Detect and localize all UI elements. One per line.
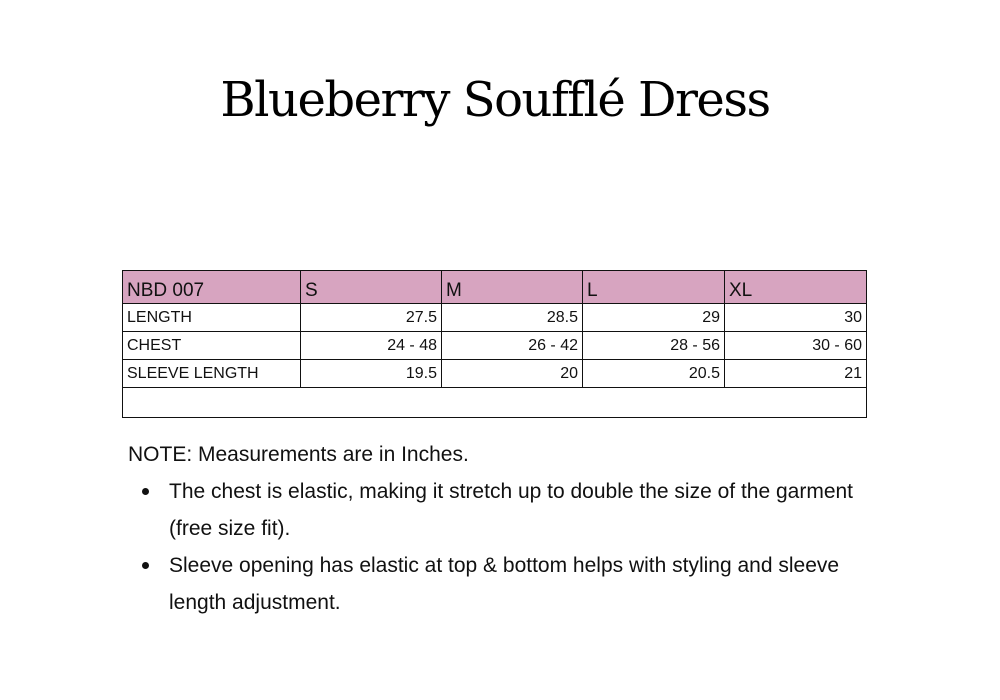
bullet-icon bbox=[142, 562, 149, 569]
table-cell: 24 - 48 bbox=[301, 332, 442, 360]
header-cell-product-code: NBD 007 bbox=[123, 271, 301, 304]
notes-list bbox=[128, 473, 888, 621]
header-cell-size-xl: XL bbox=[725, 271, 867, 304]
table-row-chest bbox=[123, 332, 867, 360]
size-chart-table bbox=[122, 270, 867, 418]
table-cell: 20 bbox=[442, 360, 583, 388]
table-cell: 30 bbox=[725, 304, 867, 332]
table-row-sleeve-length bbox=[123, 360, 867, 388]
list-item bbox=[169, 473, 888, 547]
table-cell: 21 bbox=[725, 360, 867, 388]
table-row-length bbox=[123, 304, 867, 332]
table-cell: 28.5 bbox=[442, 304, 583, 332]
table-cell: 19.5 bbox=[301, 360, 442, 388]
header-cell-size-m: M bbox=[442, 271, 583, 304]
header-cell-size-s: S bbox=[301, 271, 442, 304]
table-cell: 30 - 60 bbox=[725, 332, 867, 360]
notes-heading: NOTE: Measurements are in Inches. bbox=[128, 443, 469, 466]
header-cell-size-l: L bbox=[583, 271, 725, 304]
table-cell: 26 - 42 bbox=[442, 332, 583, 360]
note-text: Sleeve opening has elastic at top & bottom helps with styling and sleeve length adjustment. bbox=[169, 554, 840, 614]
notes-section bbox=[128, 436, 888, 621]
table-row-empty bbox=[123, 388, 867, 418]
table-cell: 28 - 56 bbox=[583, 332, 725, 360]
row-label: LENGTH bbox=[123, 304, 301, 332]
row-label: SLEEVE LENGTH bbox=[123, 360, 301, 388]
table-header-row bbox=[123, 271, 867, 304]
bullet-icon bbox=[142, 488, 149, 495]
note-text: The chest is elastic, making it stretch up to double the size of the garment (free size fit). bbox=[169, 480, 854, 540]
row-label: CHEST bbox=[123, 332, 301, 360]
table-cell: 27.5 bbox=[301, 304, 442, 332]
page-title: Blueberry Soufflé Dress bbox=[220, 72, 770, 128]
table-cell: 29 bbox=[583, 304, 725, 332]
empty-cell bbox=[123, 388, 867, 418]
list-item bbox=[169, 547, 888, 621]
table-cell: 20.5 bbox=[583, 360, 725, 388]
